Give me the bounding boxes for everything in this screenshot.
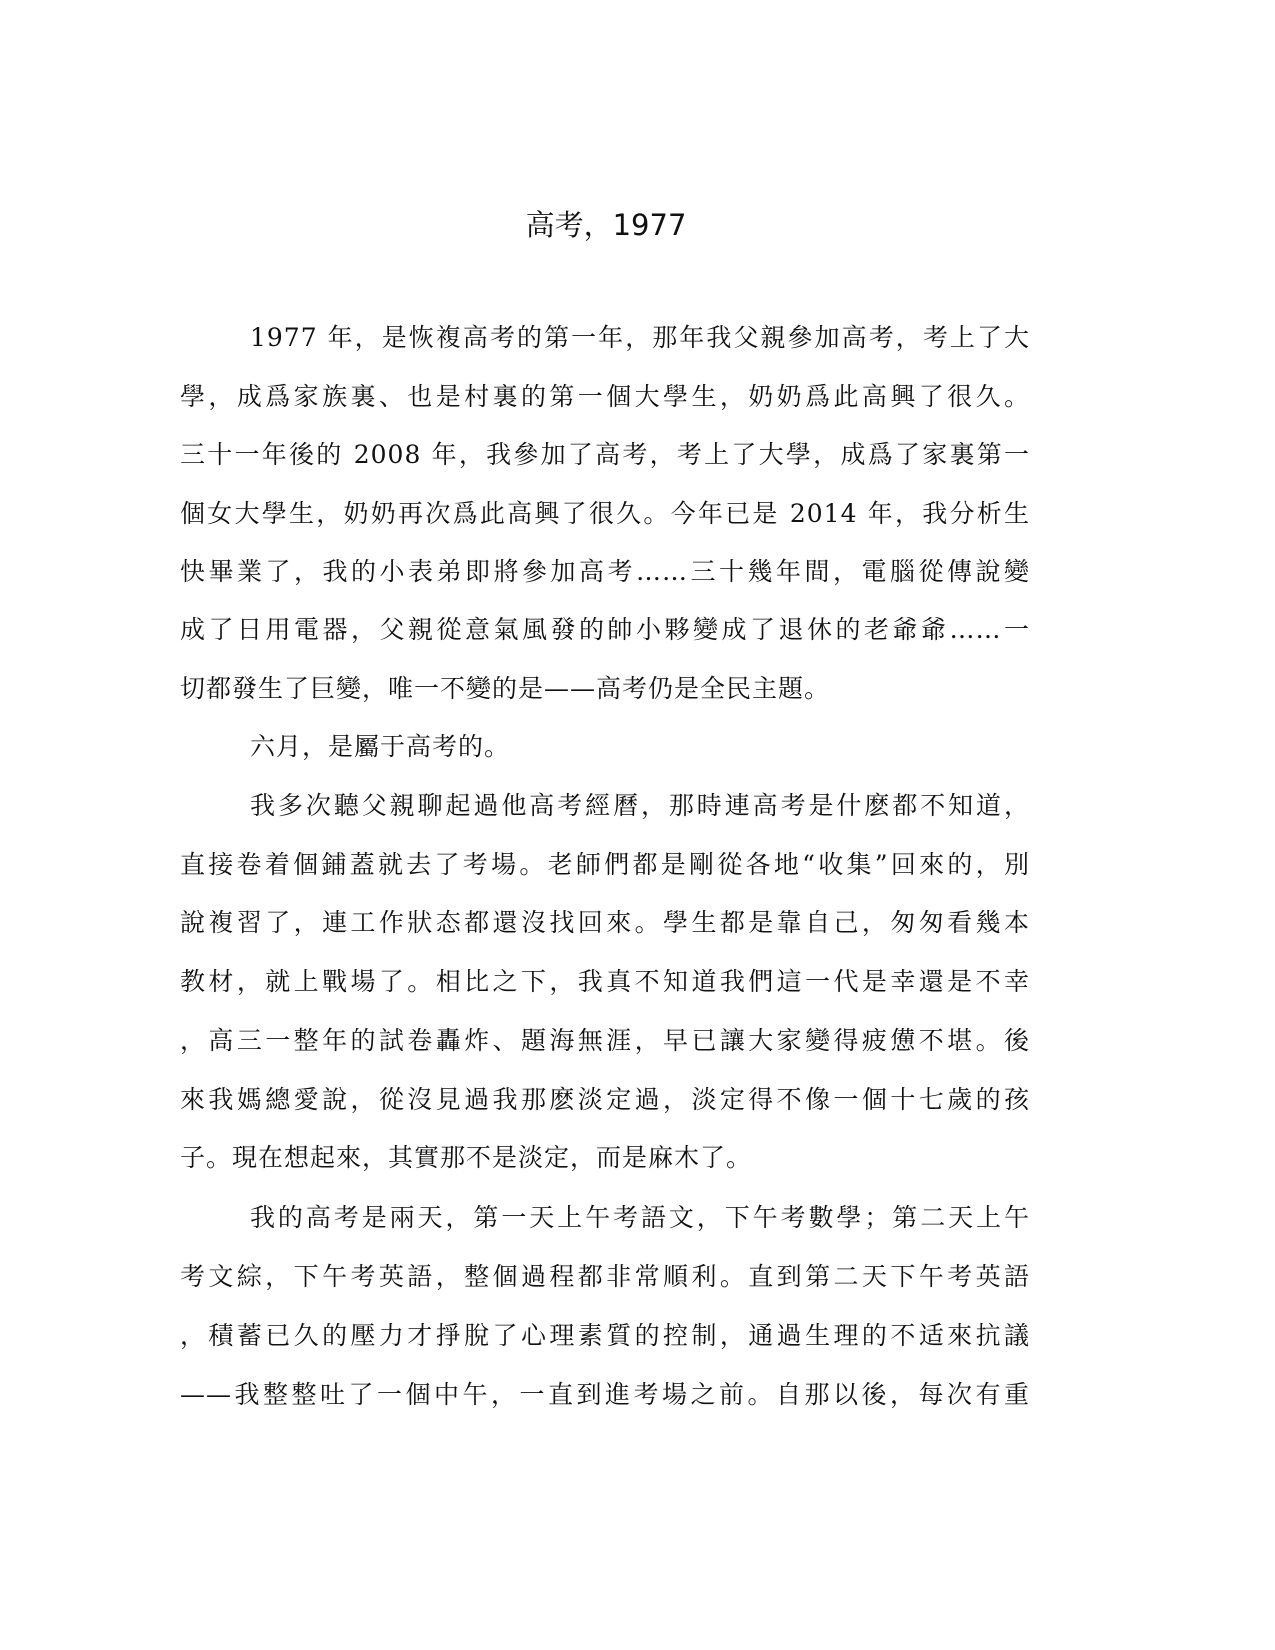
paragraph-line: 成了日用電器，父親從意氣風發的帥小夥變成了退休的老爺爺……一: [180, 615, 1030, 644]
paragraph-line: ——我整整吐了一個中午，一直到進考場之前。自那以後，每次有重: [180, 1380, 1030, 1409]
paragraph-line: 說複習了，連工作狀态都還沒找回來。學生都是靠自己，匆匆看幾本: [180, 908, 1030, 937]
paragraph-line: ，高三一整年的試卷轟炸、題海無涯，早已讓大家變得疲憊不堪。後: [180, 1026, 1030, 1055]
paragraph-line: 考文綜，下午考英語，整個過程都非常順利。直到第二天下午考英語: [180, 1262, 1030, 1291]
paragraph-line: 子。現在想起來，其實那不是淡定，而是麻木了。: [180, 1143, 753, 1172]
paragraph-line: 學，成爲家族裏、也是村裏的第一個大學生，奶奶爲此高興了很久。: [180, 382, 1030, 411]
paragraph-line: 來我媽總愛說，從沒見過我那麽淡定過，淡定得不像一個十七歲的孩: [180, 1085, 1030, 1114]
document-title: 高考，1977: [525, 208, 687, 242]
paragraph-line: 切都發生了巨變，唯一不變的是——高考仍是全民主題。: [180, 674, 831, 703]
paragraph-line: 教材，就上戰場了。相比之下，我真不知道我們這一代是幸還是不幸: [180, 967, 1030, 996]
paragraph-line: 我多次聽父親聊起過他高考經曆，那時連高考是什麽都不知道，: [250, 791, 1030, 820]
paragraph-line: 快畢業了，我的小表弟即將參加高考……三十幾年間，電腦從傳說變: [180, 557, 1030, 586]
paragraph-line: 六月，是屬于高考的。: [250, 732, 511, 761]
paragraph-line: 我的高考是兩天，第一天上午考語文，下午考數學；第二天上午: [250, 1203, 1030, 1232]
paragraph-line: 三十一年後的 2008 年，我參加了高考，考上了大學，成爲了家裏第一: [180, 440, 1030, 469]
paragraph-line: 1977 年，是恢複高考的第一年，那年我父親參加高考，考上了大: [250, 323, 1030, 352]
paragraph-line: 個女大學生，奶奶再次爲此高興了很久。今年已是 2014 年，我分析生: [180, 499, 1030, 528]
paragraph-line: ，積蓄已久的壓力才掙脫了心理素質的控制，通過生理的不适來抗議: [180, 1321, 1030, 1350]
paragraph-line: 直接卷着個鋪蓋就去了考場。老師們都是剛從各地“收集”回來的，別: [180, 850, 1030, 879]
